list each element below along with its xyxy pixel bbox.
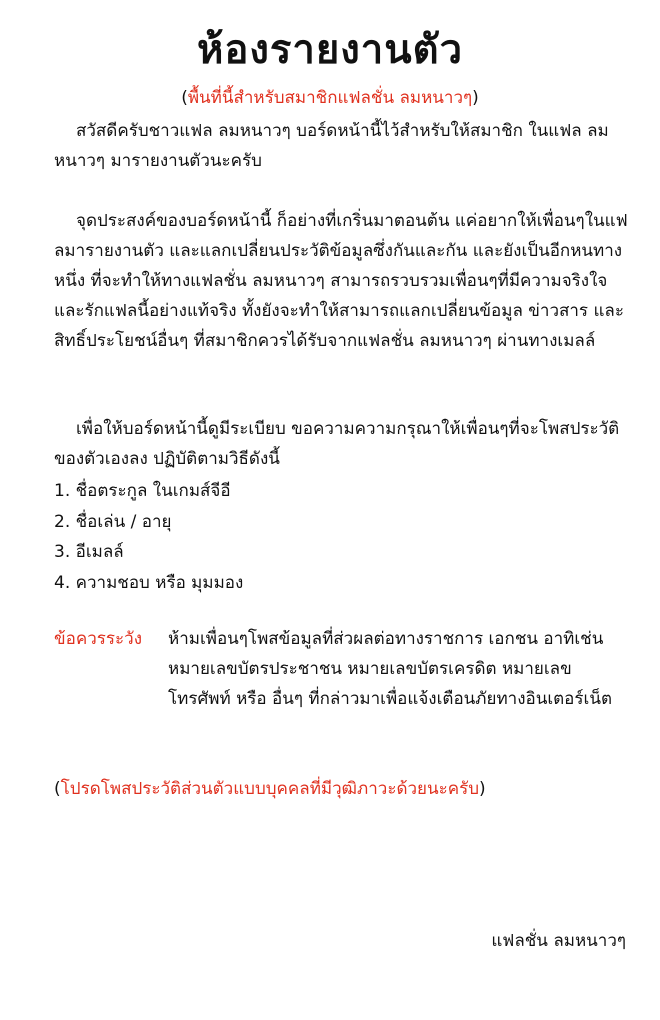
footer-note — [54, 774, 634, 804]
subtitle-text: พื้นที่นี้สำหรับสมาชิกแฟลชั่น ลมหนาวๆ — [187, 88, 473, 108]
info-list — [54, 476, 614, 598]
purpose-paragraph: จุดประสงค์ของบอร์ดหน้านี้ ก็อย่างที่เกริ่นมาตอนต้น แค่อยากให้เพื่อนๆในแฟลมารายงานตัว และแลกเปลี่ยนประวัติข้อมูลซึ่งกันและกัน และยังเป็นอีกหนทางหนึ่ง ที่จะทำให้ทางแฟลชั่น ลมหนาวๆ สามารถรวบรวมเพื่อนๆที่มีความจริงใจ และรักแฟลนี้อย่างแท้จริง ทั้งยังจะทำให้สามารถแลกเปลี่ยนข้อมูล ข่าวสาร และสิทธิ์ประโยชน์อื่นๆ ที่สมาชิกควรได้รับจากแฟลชั่น ลมหนาวๆ ผ่านทางเมลล์ — [54, 211, 628, 351]
list-item: 4. ความชอบ หรือ มุมมอง — [54, 572, 244, 593]
warning-label: ข้อควรระวัง — [54, 629, 142, 649]
subtitle-open-paren: ( — [181, 88, 188, 108]
list-item: 1. ชื่อตระกูล ในเกมส์จีอี — [54, 481, 231, 501]
warning-text: ห้ามเพื่อนๆโพสข้อมูลที่ส่วผลต่อทางราชการ เอกชน อาทิเช่น หมายเลขบัตรประชาชน หมายเลขบัตรเครดิต หมายเลขโทรศัพท์ หรือ อื่นๆ ที่กล่าวมาเพื่อแจ้งเตือนภัยทางอินเตอร์เน็ต — [168, 629, 612, 709]
subtitle — [0, 86, 660, 110]
signature: แฟลชั่น ลมหนาวๆ — [491, 931, 626, 951]
list-item: 2. ชื่อเล่น / อายุ — [54, 511, 172, 532]
instruction-paragraph: เพื่อให้บอร์ดหน้านี้ดูมีระเบียบ ขอความความกรุณาให้เพื่อนๆที่จะโพสประวัติของตัวเองลง ปฏิบัติตามวิธีดังนี้ — [54, 419, 620, 469]
subtitle-close-paren: ) — [472, 88, 479, 108]
footer-open-paren: ( — [54, 779, 61, 799]
greeting-paragraph: สวัสดีครับชาวแฟล ลมหนาวๆ บอร์ดหน้านี้ไว้สำหรับให้สมาชิก ในแฟล ลมหนาวๆ มารายงานตัวนะครับ — [54, 121, 609, 171]
list-item: 3. อีเมลล์ — [54, 542, 124, 562]
footer-note-text: โปรดโพสประวัติส่วนตัวแบบบุคคลที่มีวุฒิภาวะด้วยนะครับ — [60, 779, 480, 799]
footer-close-paren: ) — [479, 779, 486, 799]
page-title: ห้องรายงานตัว — [196, 27, 464, 73]
